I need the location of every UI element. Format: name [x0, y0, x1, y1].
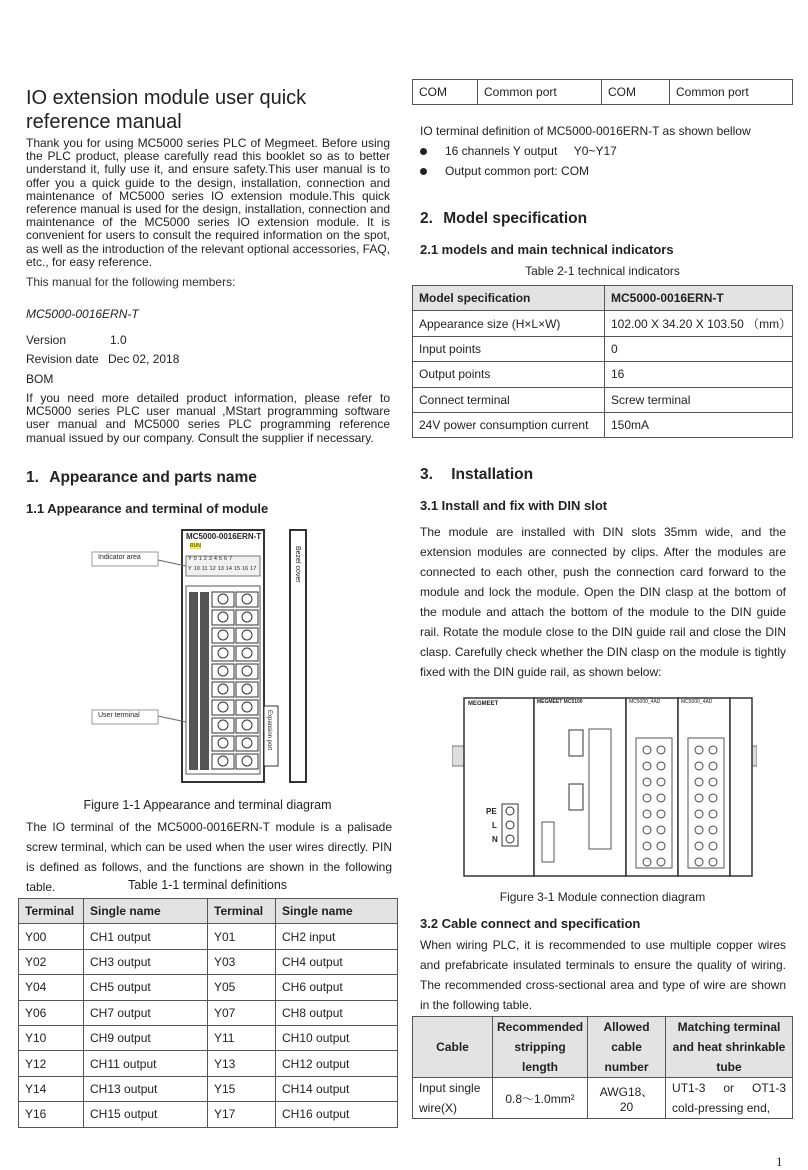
table-row: Y02 CH3 output Y03 CH4 output: [19, 949, 398, 974]
cable-spec-table: [412, 1016, 793, 1119]
table-row: Output points 16: [413, 362, 793, 387]
table-header-row: Cable Recommended stripping length Allowed cable number Matching terminal and heat shrinkable tube: [413, 1017, 793, 1078]
pe-label: PE: [486, 807, 497, 816]
table-row: Appearance size (H×L×W) 102.00 X 34.20 X 103.50 （mm）: [413, 311, 793, 336]
header-model-spec: Model specification: [413, 286, 605, 311]
section-3-2-heading: 3.2 Cable connect and specification: [420, 916, 641, 931]
table-row: 24V power consumption current 150mA: [413, 412, 793, 437]
title-line-2: reference manual: [26, 111, 182, 133]
section-3-1-heading: 3.1 Install and fix with DIN slot: [420, 498, 608, 513]
bullet-icon: [420, 148, 427, 155]
section-1-heading: [26, 469, 257, 487]
figure-3-1-caption: Figure 3-1 Module connection diagram: [499, 890, 706, 904]
table-header-row: [19, 899, 398, 924]
figure-1-1-caption: Figure 1-1 Appearance and terminal diagram: [83, 798, 332, 812]
revision-value: Dec 02, 2018: [108, 352, 180, 366]
brand-label: MEGMEET: [468, 701, 499, 707]
terminal-definitions-table: [18, 898, 398, 1128]
title: [26, 86, 406, 134]
table-row: Input points 0: [413, 336, 793, 361]
table-header-row: [413, 286, 793, 311]
section-2-1-heading: 2.1 models and main technical indicators: [420, 242, 674, 257]
module-connection-diagram: [452, 694, 757, 880]
ext-module-2-label: MC5000_4AD: [681, 699, 713, 705]
io-definition-text: IO terminal definition of MC5000-0016ERN-T as shown bellow: [420, 124, 751, 138]
install-paragraph: The module are installed with DIN slots 35mm wide, and the extension modules are connected by clips. After the modules are connected to each other, push the connection card forward to the module and lock the module. Open the DIN clasp at the bottom of the module and attach the bottom of the module to the DIN guide rail. Rotate the module close to the DIN guide rail and close the DIN clasp. Carefully check whether the DIN clasp on the module is tightly fixed with the DIN guide rail, as shown below:: [420, 525, 786, 679]
header-single-name: Single name: [84, 899, 208, 924]
page-number: 1: [776, 1154, 783, 1169]
members-model: MC5000-0016ERN-T: [26, 307, 139, 321]
header-model-value: MC5000-0016ERN-T: [605, 286, 793, 311]
table-row: Y00 CH1 output Y01 CH2 input: [19, 924, 398, 949]
table-row: COM Common port COM Common port: [413, 80, 793, 105]
bullet-item: Output common port: COM: [420, 164, 589, 178]
terminal-paragraph: The IO terminal of the MC5000-0016ERN-T module is a palisade screw terminal, which can be used when the user wires directly. PIN is defined as follows, and the functions are shown in the following table.: [26, 820, 392, 894]
table-2-1-caption: Table 2-1 technical indicators: [525, 264, 680, 278]
table-row: Y06 CH7 output Y07 CH8 output: [19, 1000, 398, 1025]
cable-paragraph: When wiring PLC, it is recommended to use multiple copper wires and prefabricate insulated terminals to ensure the quality of wiring. The recommended cross-sectional area and type of wire are shown in the following table.: [420, 938, 786, 1012]
revision-label: Revision date: [26, 352, 99, 366]
bullet-icon: [420, 168, 427, 175]
section-1-1-heading: 1.1 Appearance and terminal of module: [26, 501, 269, 516]
indicator-area-label: Indicator area: [98, 554, 141, 561]
more-info-paragraph: If you need more detailed product information, please refer to MC5000 series PLC user manual ,MStart programming software user manual and MC5000 series PLC programming reference manual issued by our company. Consult the supplier if necessary.: [26, 391, 390, 445]
bezel-cover-label: Bezel cover: [294, 546, 301, 583]
expansion-port-label: Expansion port: [266, 710, 272, 751]
l-label: L: [492, 821, 497, 830]
led-row-2: Y 10 11 12 13 14 15 16 17: [188, 566, 257, 572]
table-row: Y16 CH15 output Y17 CH16 output: [19, 1102, 398, 1127]
table-row: Y14 CH13 output Y15 CH14 output: [19, 1076, 398, 1101]
figure-1-1: [90, 526, 310, 788]
table-row: Y04 CH5 output Y05 CH6 output: [19, 975, 398, 1000]
com-row-table: [412, 79, 793, 105]
figure-3-1: [452, 694, 757, 880]
bullet-item: 16 channels Y output Y0~Y17: [420, 144, 617, 158]
intro-paragraph: Thank you for using MC5000 series PLC of Megmeet. Before using the PLC product, please carefully read this booklet so as to better understand it, fully use it, and ensure safety.This user manual is to offer you a quick guide to the design, installation, connection and maintenance of MC5000 series IO extension module.This quick reference manual is used for the design, installation, connection and maintenance of the MC5000 series IO extension module. It is convenient for users to consult the required information on the spot, as well as the introduction of the relevant optional accessories, FAQ, etc., for easy reference.: [26, 136, 390, 269]
version-value: 1.0: [110, 333, 127, 347]
title-line-1: IO extension module user quick: [26, 87, 307, 109]
led-row-1: Y 0 1 2 3 4 5 6 7: [188, 556, 233, 562]
ext-module-1-label: MC5000_4AD: [629, 699, 661, 705]
version-label: Version: [26, 333, 67, 347]
header-terminal: Terminal: [19, 899, 84, 924]
table-row: Y12 CH11 output Y13 CH12 output: [19, 1051, 398, 1076]
members-label: This manual for the following members:: [26, 275, 236, 289]
header-single-name: Single name: [276, 899, 398, 924]
table-row: Y10 CH9 output Y11 CH10 output: [19, 1025, 398, 1050]
table-row: Connect terminal Screw terminal: [413, 387, 793, 412]
user-terminal-label: User terminal: [98, 712, 140, 719]
technical-indicators-table: [412, 285, 793, 438]
section-number: 1.: [26, 469, 39, 486]
header-terminal: Terminal: [208, 899, 276, 924]
run-led-label: RUN: [190, 543, 201, 549]
section-title: Appearance and parts name: [49, 469, 257, 486]
main-model-label: MEGMEET MC5100: [537, 699, 583, 705]
table-1-1-caption: Table 1-1 terminal definitions: [127, 878, 288, 892]
section-3-heading: 3. Installation: [420, 466, 534, 483]
module-label: MC5000-0016ERN-T: [186, 532, 262, 541]
n-label: N: [492, 835, 498, 844]
section-2-heading: 2. Model specification: [420, 210, 588, 227]
table-row: Input single wire(X) 0.8～1.0mm² AWG18、20 UT1-3 or OT1-3 cold-pressing end,: [413, 1078, 793, 1119]
bom-label: BOM: [26, 372, 54, 386]
